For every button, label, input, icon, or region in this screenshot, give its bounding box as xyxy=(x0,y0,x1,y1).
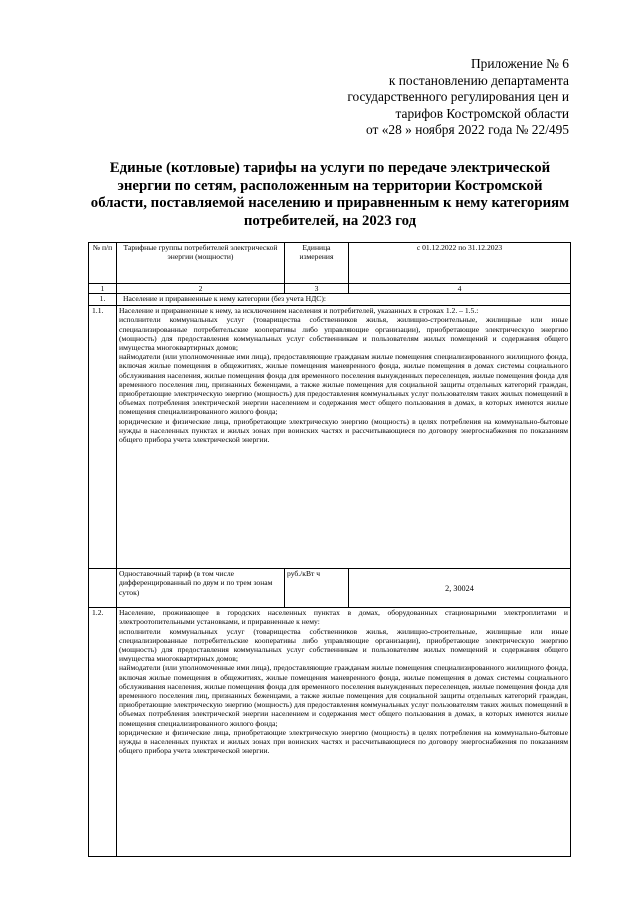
col-number-1: 1 xyxy=(89,284,117,294)
document-title: Единые (котловые) тарифы на услуги по передаче электрической энергии по сетям, расположенным на территории Костромской области, поставляемой населению и приравненным к нему категориям потребителей, на 2023 год xyxy=(90,160,570,229)
appendix-region: тарифов Костромской области xyxy=(395,105,569,121)
row-paragraph: наймодатели (или уполномоченные ими лица), предоставляющие гражданам жилые помещения специализированного жилищного фонда, включая жилые помещения в общежитиях, жилые помещения маневренного фонда, жилые помещения в домах системы социального обслуживания населения, жилые помещения фонда для временного поселения вынужденных переселенцев, жилые помещения фонда для временного поселения лиц, признанных беженцами, а также жилые помещения для социальной защиты отдельных категорий граждан, приобретающие электрическую энергию (мощность) для предоставления коммунальных услуг пользователям таких жилых помещений в объемах потребления электрической энергии населением и содержания мест общего пользования в домах, в которых имеются жилые помещения специализированного жилого фонда; xyxy=(119,352,568,417)
header-group: Тарифные группы потребителей электрической энергии (мощности) xyxy=(117,243,285,284)
tariff-num-empty xyxy=(89,569,117,608)
tariff-value: 2, 30024 xyxy=(349,569,571,608)
row-paragraph: юридические и физические лица, приобретающие электрическую энергию (мощность) в целях потребления на коммунально-бытовые нужды в населенных пунктах и жилых зонах при воинских частях и рассчитывающиеся по договору энергоснабжения по показаниям общего прибора учета электрической энергии. xyxy=(119,727,568,756)
row-paragraph: Население и приравненные к нему, за исключением населения и потребителей, указанных в строках 1.2. – 1.5.: xyxy=(119,306,479,316)
section-text: Население и приравненные к нему категории (без учета НДС): xyxy=(117,294,571,306)
appendix-header xyxy=(347,56,569,139)
header-period: с 01.12.2022 по 31.12.2023 xyxy=(349,243,571,284)
tariff-label: Одноставочный тариф (в том числе дифференцированный по двум и по трем зонам суток) xyxy=(117,569,285,608)
col-number-3: 3 xyxy=(285,284,349,294)
tariff-table xyxy=(88,242,571,857)
appendix-date: от «28 » ноября 2022 года № 22/495 xyxy=(366,122,569,138)
tariff-unit: руб./кВт ч xyxy=(285,569,349,608)
row-description xyxy=(117,306,571,569)
row-paragraph: Население, проживающее в городских населенных пунктах в домах, оборудованных стационарными электроплитами и электроотопительными установками, и приравненные к нему: xyxy=(119,608,568,627)
header-unit: Единица измерения xyxy=(285,243,349,284)
table-row xyxy=(89,306,571,569)
row-paragraph: исполнители коммунальных услуг (товарищества собственников жилья, жилищно-строительные, жилищные или иные специализированные потребительские кооперативы либо управляющие организации), приобретающие электрическую энергию (мощность) для предоставления коммунальных услуг собственникам и пользователям жилых помещений и содержания общего имущества многоквартирных домов; xyxy=(119,315,568,353)
col-number-4: 4 xyxy=(349,284,571,294)
table-row xyxy=(89,608,571,857)
row-paragraph: юридические и физические лица, приобретающие электрическую энергию (мощность) в целях потребления на коммунально-бытовые нужды в населенных пунктах и жилых зонах при воинских частях и рассчитывающиеся по договору энергоснабжения по показаниям общего прибора учета электрической энергии. xyxy=(119,416,568,445)
col-number-2: 2 xyxy=(117,284,285,294)
row-paragraph: исполнители коммунальных услуг (товарищества собственников жилья, жилищно-строительные, жилищные или иные специализированные потребительские кооперативы либо управляющие организации), приобретающие электрическую энергию (мощность) для предоставления коммунальных услуг собственникам и пользователям жилых помещений и содержания общего имущества многоквартирных домов; xyxy=(119,626,568,664)
column-number-row xyxy=(89,284,571,294)
row-num: 1.2. xyxy=(89,608,117,857)
row-num: 1.1. xyxy=(89,306,117,569)
table-header-row xyxy=(89,243,571,284)
section-row xyxy=(89,294,571,306)
header-num: № п/п xyxy=(89,243,117,284)
row-paragraph: наймодатели (или уполномоченные ими лица), предоставляющие гражданам жилые помещения специализированного жилищного фонда, включая жилые помещения в общежитиях, жилые помещения маневренного фонда, жилые помещения в домах системы социального обслуживания населения, жилые помещения фонда для временного поселения вынужденных переселенцев, жилые помещения фонда для временного поселения лиц, признанных беженцами, а также жилые помещения для социальной защиты отдельных категорий граждан, приобретающие электрическую энергию (мощность) для предоставления коммунальных услуг пользователям таких жилых помещений в объемах потребления электрической энергии населением и содержания мест общего пользования в домах, в которых имеются жилые помещения специализированного жилого фонда; xyxy=(119,663,568,728)
appendix-department: государственного регулирования цен и xyxy=(347,89,569,105)
appendix-resolution: к постановлению департамента xyxy=(388,72,569,88)
row-description xyxy=(117,608,571,857)
appendix-number: Приложение № 6 xyxy=(470,56,569,71)
section-num: 1. xyxy=(89,294,117,306)
tariff-row xyxy=(89,569,571,608)
